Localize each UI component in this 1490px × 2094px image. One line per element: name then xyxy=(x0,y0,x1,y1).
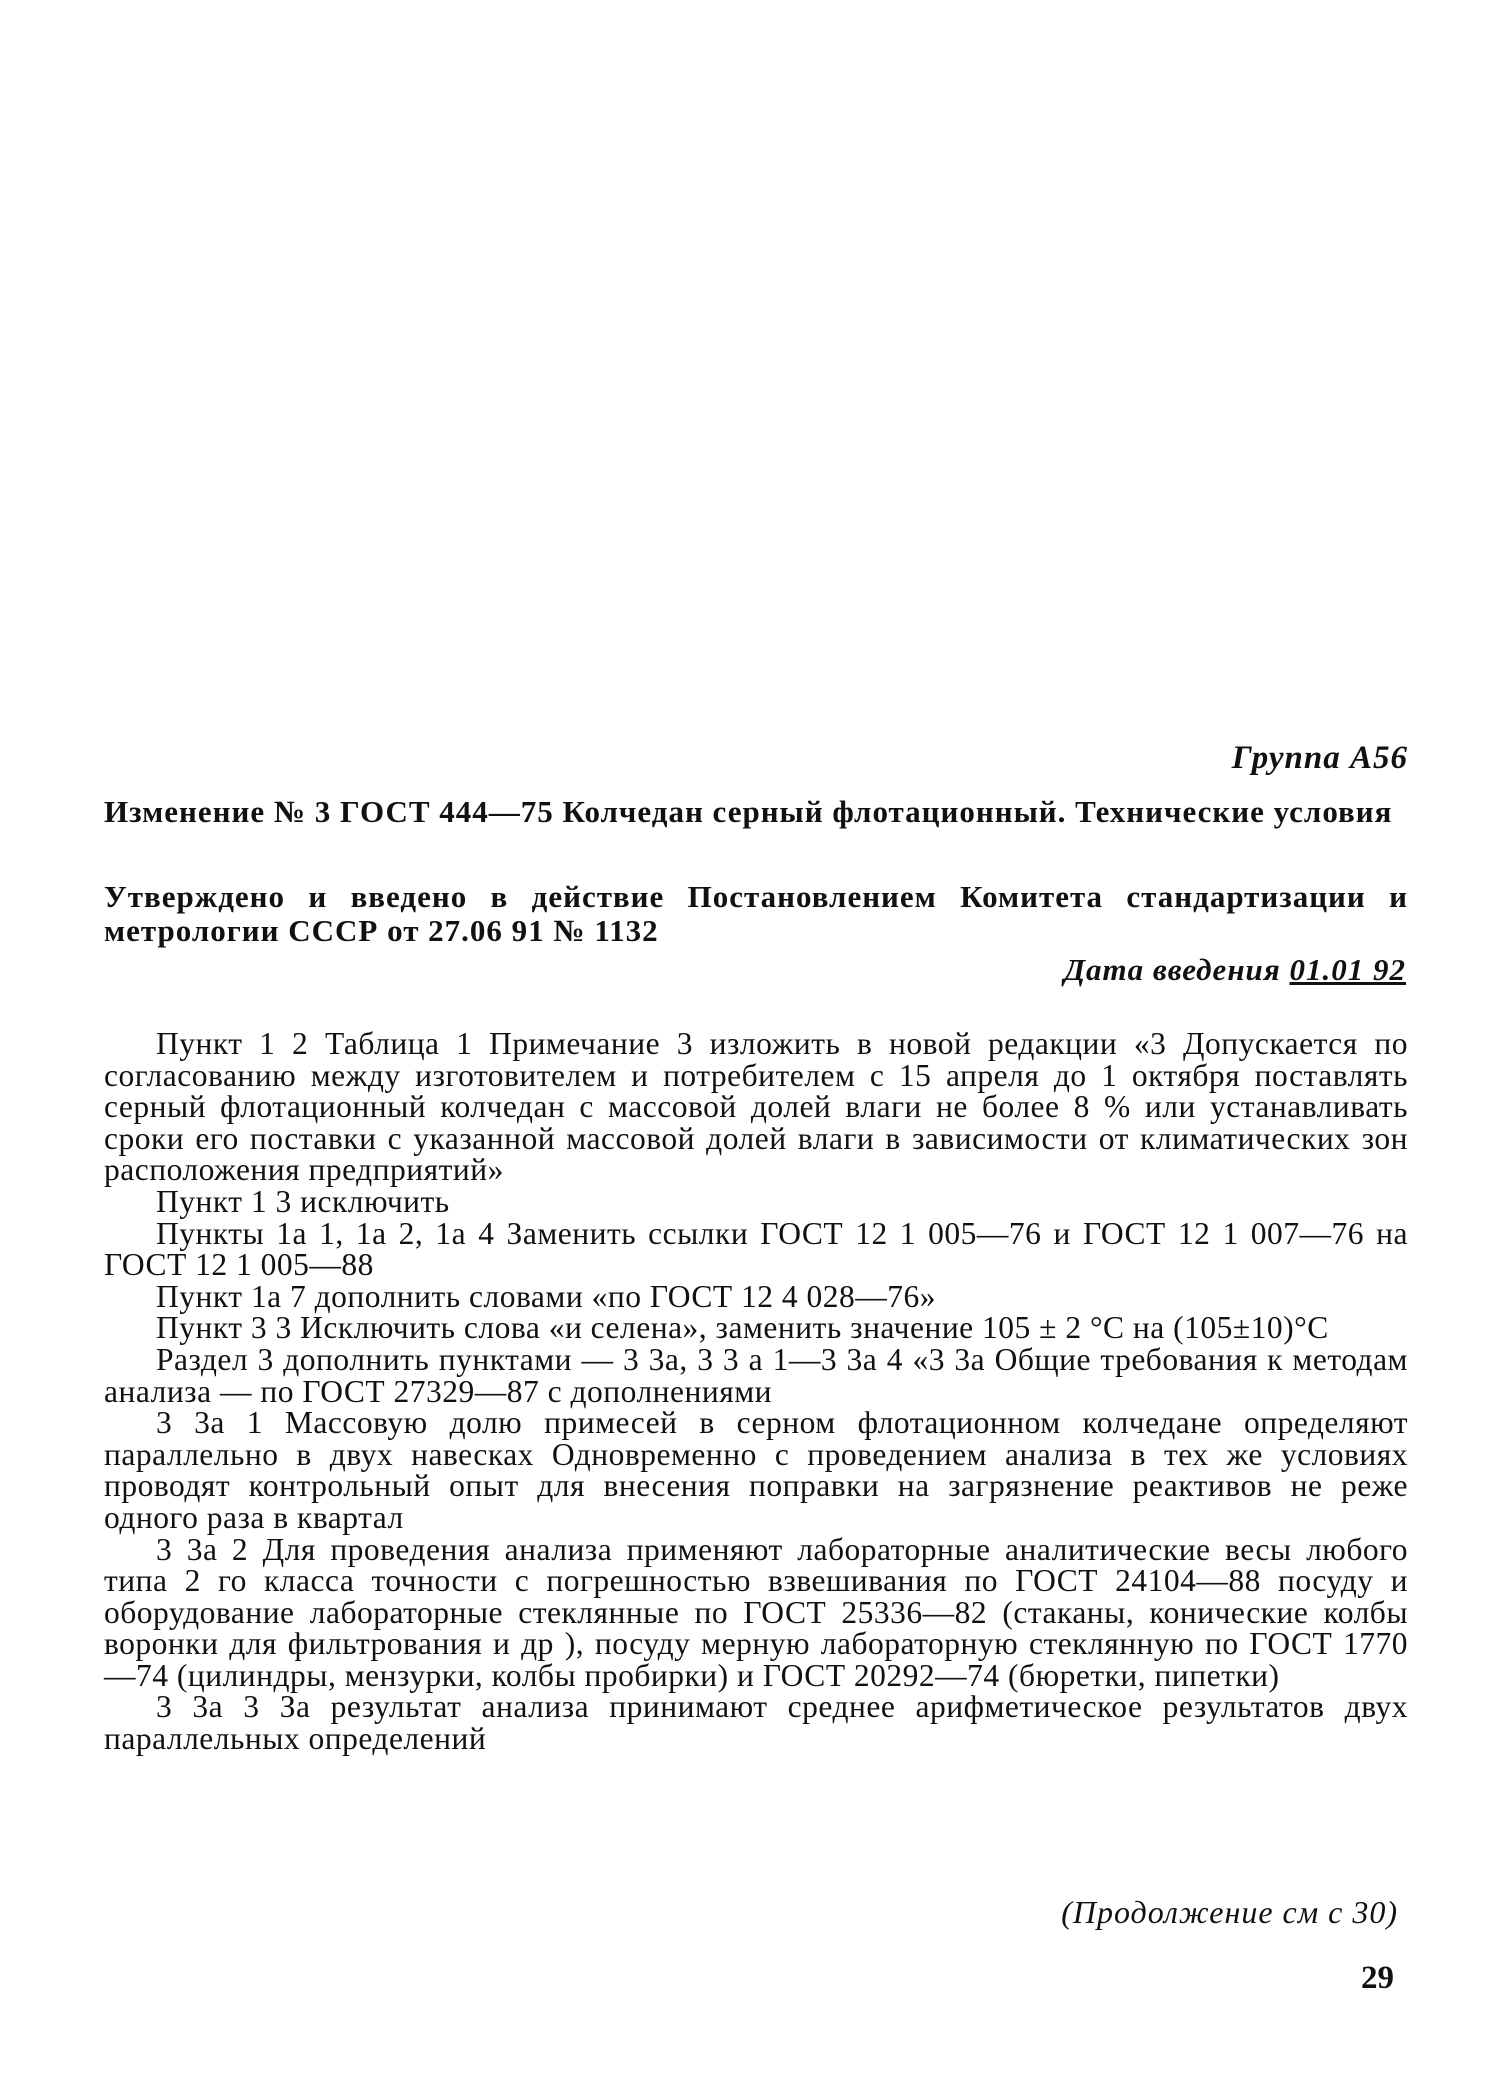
introduction-date xyxy=(1064,952,1406,988)
change-title: Изменение № 3 ГОСТ 444—75 Колчедан серный флотационный. Технические условия xyxy=(104,794,1393,829)
group-label: Группа А56 xyxy=(1231,740,1408,776)
introduction-date-label: Дата введения xyxy=(1063,952,1290,987)
paragraph: Пункт 1 2 Таблица 1 Примечание 3 изложить в новой редакции «3 Допускается по согласованию между изготовителем и потребителем с 15 апреля до 1 октября поставлять серный флотационный колчедан с массовой долей влаги не более 8 % или устанавливать сроки его поставки с указанной массовой долей влаги в зависимости от климатических зон расположения предприятий» xyxy=(104,1026,1408,1188)
paragraph: 3 3а 1 Массовую долю примесей в серном флотационном колчедане определяют параллельно в двух навесках Одновременно с проведением анализа в тех же условиях проводят контрольный опыт для внесения поправки на загрязнение реактивов не реже одного раза в квартал xyxy=(104,1405,1408,1535)
paragraph: Пункты 1а 1, 1а 2, 1а 4 Заменить ссылки ГОСТ 12 1 005—76 и ГОСТ 12 1 007—76 на ГОСТ 12 1 005—88 xyxy=(104,1215,1408,1283)
paragraph: Пункт 1 3 исключить xyxy=(156,1183,450,1219)
approval-statement: Утверждено и введено в действие Постановлением Комитета стандартизации и метрологии СССР от 27.06 91 № 1132 xyxy=(104,879,1408,948)
paragraph: 3 3а 2 Для проведения анализа применяют лабораторные аналитические весы любого типа 2 го класса точности с погрешностью взвешивания по ГОСТ 24104—88 посуду и оборудование лабораторные стеклянные по ГОСТ 25336—82 (стаканы, конические колбы воронки для фильтрования и др ), посуду мерную лабораторную стеклянную по ГОСТ 1770—74 (цилиндры, мензурки, колбы пробирки) и ГОСТ 20292—74 (бюретки, пипетки) xyxy=(104,1531,1408,1693)
paragraph: Раздел 3 дополнить пунктами — 3 3а, 3 3 а 1—3 3а 4 «3 3а Общие требования к методам анализа — по ГОСТ 27329—87 с дополнениями xyxy=(104,1341,1408,1409)
paragraph: 3 3а 3 За результат анализа принимают среднее арифметическое результатов двух параллельных определений xyxy=(104,1689,1408,1757)
paragraph: Пункт 3 3 Исключить слова «и селена», заменить значение 105 ± 2 °С на (105±10)°С xyxy=(156,1310,1329,1346)
page-number: 29 xyxy=(1361,1960,1394,1996)
continuation-note: (Продолжение см с 30) xyxy=(1061,1894,1398,1930)
amendment-body xyxy=(104,1028,1408,1755)
paragraph: Пункт 1а 7 дополнить словами «по ГОСТ 12 4 028—76» xyxy=(156,1278,937,1314)
introduction-date-value: 01.01 92 xyxy=(1289,952,1406,987)
